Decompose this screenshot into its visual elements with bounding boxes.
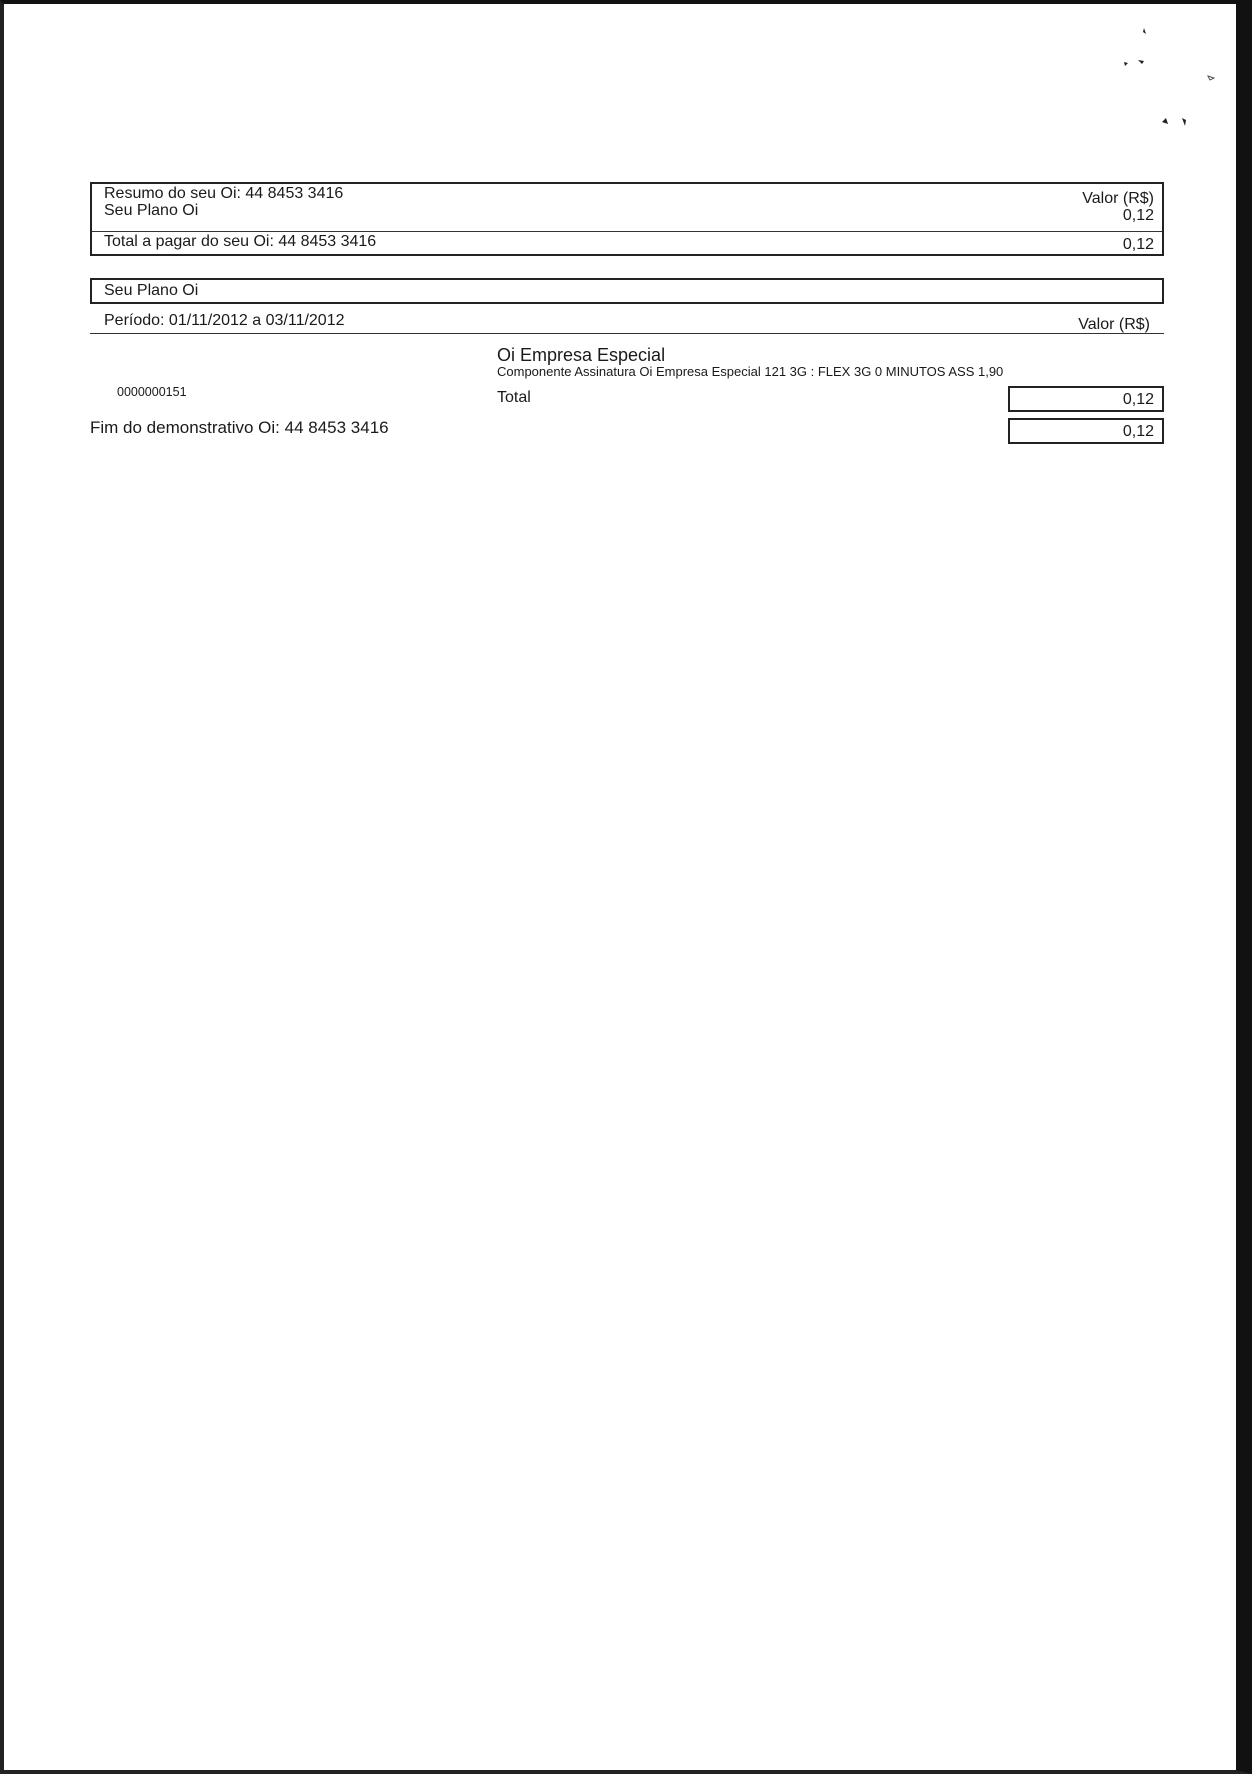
account-code: 0000000151 <box>117 385 187 399</box>
scan-specks <box>1080 20 1230 130</box>
end-of-statement-value: 0,12 <box>1008 418 1164 444</box>
plan-total-value: 0,12 <box>1008 386 1164 412</box>
summary-divider <box>92 231 1162 232</box>
plan-section-box <box>90 278 1164 304</box>
summary-plan-label: Seu Plano Oi <box>104 202 199 219</box>
summary-total-label: Total a pagar do seu Oi: 44 8453 3416 <box>104 233 377 250</box>
component-line: Componente Assinatura Oi Empresa Especial 121 3G : FLEX 3G 0 MINUTOS ASS 1,90 <box>497 364 1004 379</box>
summary-heading: Resumo do seu Oi: 44 8453 3416 <box>104 185 344 202</box>
summary-plan-value: 0,12 <box>1122 207 1154 224</box>
end-of-statement-label: Fim do demonstrativo Oi: 44 8453 3416 <box>90 418 389 437</box>
plan-section-title: Seu Plano Oi <box>104 282 199 299</box>
plan-value-header: Valor (R$) <box>1078 316 1150 333</box>
period-divider <box>90 333 1164 334</box>
period-label: Período: 01/11/2012 a 03/11/2012 <box>104 312 345 329</box>
product-name: Oi Empresa Especial <box>497 345 666 365</box>
summary-value-header: Valor (R$) <box>1082 190 1154 207</box>
plan-total-label: Total <box>497 389 531 406</box>
summary-total-value: 0,12 <box>1122 236 1154 253</box>
